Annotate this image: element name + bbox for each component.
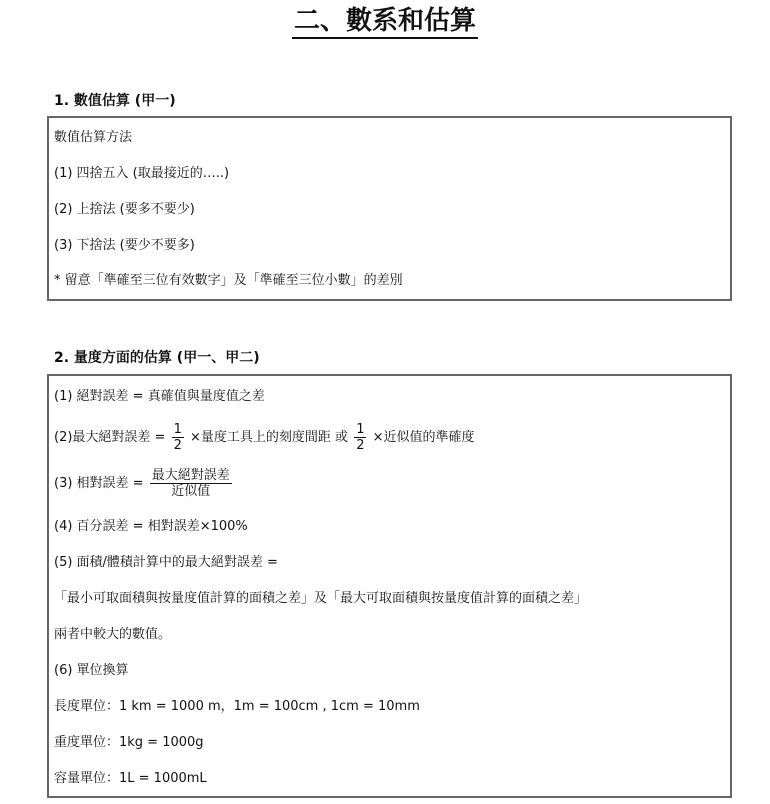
section1-box <box>47 116 732 301</box>
area-volume-error-line: (5) 面積/體積計算中的最大絕對誤差 = <box>54 555 278 570</box>
fraction-denominator: 近似值 <box>171 484 211 499</box>
relative-error-fraction <box>150 468 232 499</box>
section1-line: 數值估算方法 <box>54 130 133 145</box>
percentage-error-line: (4) 百分誤差 = 相對誤差×100% <box>54 519 248 534</box>
max-error-middle: ×量度工具上的刻度間距 或 <box>190 430 349 445</box>
section1-line: (2) 上捨法 (要多不要少) <box>54 202 195 217</box>
half-fraction <box>172 422 184 453</box>
fraction-denominator: 2 <box>356 438 365 453</box>
mass-unit-line: 重度單位：1kg = 1000g <box>54 735 204 750</box>
fraction-numerator: 1 <box>356 422 365 437</box>
max-error-prefix: (2)最大絕對誤差 = <box>54 430 166 445</box>
half-fraction <box>354 422 366 453</box>
area-comparison-line: 「最小可取面積與按量度值計算的面積之差」及「最大可取面積與按量度值計算的面積之差」 <box>54 591 588 606</box>
page-title <box>0 4 770 38</box>
capacity-unit-line: 容量單位：1L = 1000mL <box>54 771 207 786</box>
relative-error-line <box>54 468 234 499</box>
relative-error-prefix: (3) 相對誤差 = <box>54 476 144 491</box>
max-error-suffix: ×近似值的準確度 <box>372 430 475 445</box>
section1-line: * 留意「準確至三位有效數字」及「準確至三位小數」的差別 <box>54 273 403 288</box>
fraction-denominator: 2 <box>173 438 182 453</box>
unit-conversion-heading: (6) 單位換算 <box>54 663 129 678</box>
larger-value-line: 兩者中較大的數值。 <box>54 627 172 642</box>
fraction-numerator: 1 <box>173 422 182 437</box>
section1-line: (1) 四捨五入 (取最接近的…..) <box>54 166 230 181</box>
absolute-error-line: (1) 絕對誤差 = 真確值與量度值之差 <box>54 389 265 404</box>
max-absolute-error-line <box>54 422 475 453</box>
page-title-text: 二、數系和估算 <box>292 6 478 39</box>
section2-box <box>47 374 732 798</box>
section1-line: (3) 下捨法 (要少不要多) <box>54 238 195 253</box>
section2-heading: 2. 量度方面的估算 (甲一、甲二) <box>54 350 260 366</box>
section1-heading: 1. 數值估算 (甲一) <box>54 93 176 109</box>
fraction-numerator: 最大絕對誤差 <box>151 468 230 483</box>
length-unit-line: 長度單位：1 km = 1000 m，1m = 100cm , 1cm = 10mm <box>54 699 420 714</box>
